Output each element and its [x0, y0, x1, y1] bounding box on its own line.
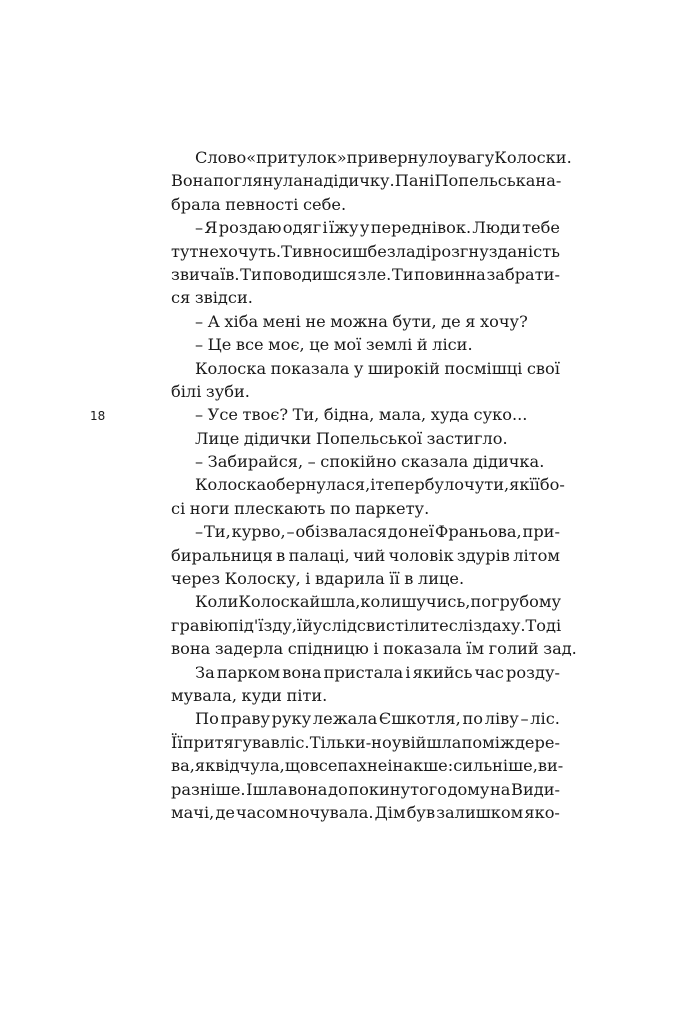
text-line: Колоска обернулася, і тепер було чути, як її бо- — [195, 475, 565, 495]
text-line: – Ти, курво, – обізвалася до неї Франьова, при- — [195, 522, 560, 542]
text-line: тут не хочуть. Ти вносиш безлад і розгнузданість — [171, 241, 560, 261]
text-line: через Колоску, і вдарила її в лице. — [171, 569, 465, 589]
text-line: – Це все моє, це мої землі й ліси. — [195, 335, 473, 355]
text-line: Її притягував ліс. Тільки-но увійшла поміж дере- — [171, 732, 560, 752]
text-line: – Забирайся, – спокійно сказала дідичка. — [195, 452, 545, 472]
text-line: гравію під'їзду, їй услід свистіли теслі з даху. Тоді — [171, 615, 562, 635]
text-line: вона задерла спідницю і показала їм голий зад. — [171, 639, 577, 659]
text-line: білі зуби. — [171, 381, 250, 401]
text-line: ва, як відчула, що все пахне інакше: сильніше, ви- — [171, 756, 564, 776]
text-line: Колоска показала у широкій посмішці свої — [195, 358, 560, 378]
text-line: Коли Колоска йшла, колишучись, по грубому — [195, 592, 561, 612]
text-line: Вона поглянула на дідичку. Пані Попельська на- — [171, 171, 562, 191]
text-line: мачі, де часом ночувала. Дім був залишком яко- — [171, 802, 560, 822]
text-line: – Усе твоє? Ти, бідна, мала, худа суко... — [195, 405, 528, 425]
text-line: По праву руку лежала Єшкотля, по ліву – ліс. — [195, 709, 560, 729]
text-line: – А хіба мені не можна бути, де я хочу? — [195, 311, 528, 331]
text-line: Слово «притулок» привернуло увагу Колоски. — [195, 148, 572, 167]
body-text — [171, 146, 577, 824]
text-line: – Я роздаю одяг і їжу у переднівок. Люди тебе — [195, 218, 560, 238]
text-line: мувала, куди піти. — [171, 685, 328, 705]
text-line: биральниця в палаці, чий чоловік здурів літом — [171, 545, 560, 565]
text-line: сі ноги плескають по паркету. — [171, 498, 430, 518]
text-line: звичаїв. Ти поводишся зле. Ти повинна забрати- — [171, 264, 560, 284]
text-line: ся звідси. — [171, 288, 253, 308]
page-number: 18 — [90, 409, 106, 423]
text-line: разніше. Ішла вона до покинутого дому на Види- — [171, 779, 560, 799]
text-line: брала певності себе. — [171, 194, 347, 214]
text-line: Лице дідички Попельської застигло. — [195, 428, 508, 448]
text-line: За парком вона пристала і якийсь час розду- — [195, 662, 560, 682]
